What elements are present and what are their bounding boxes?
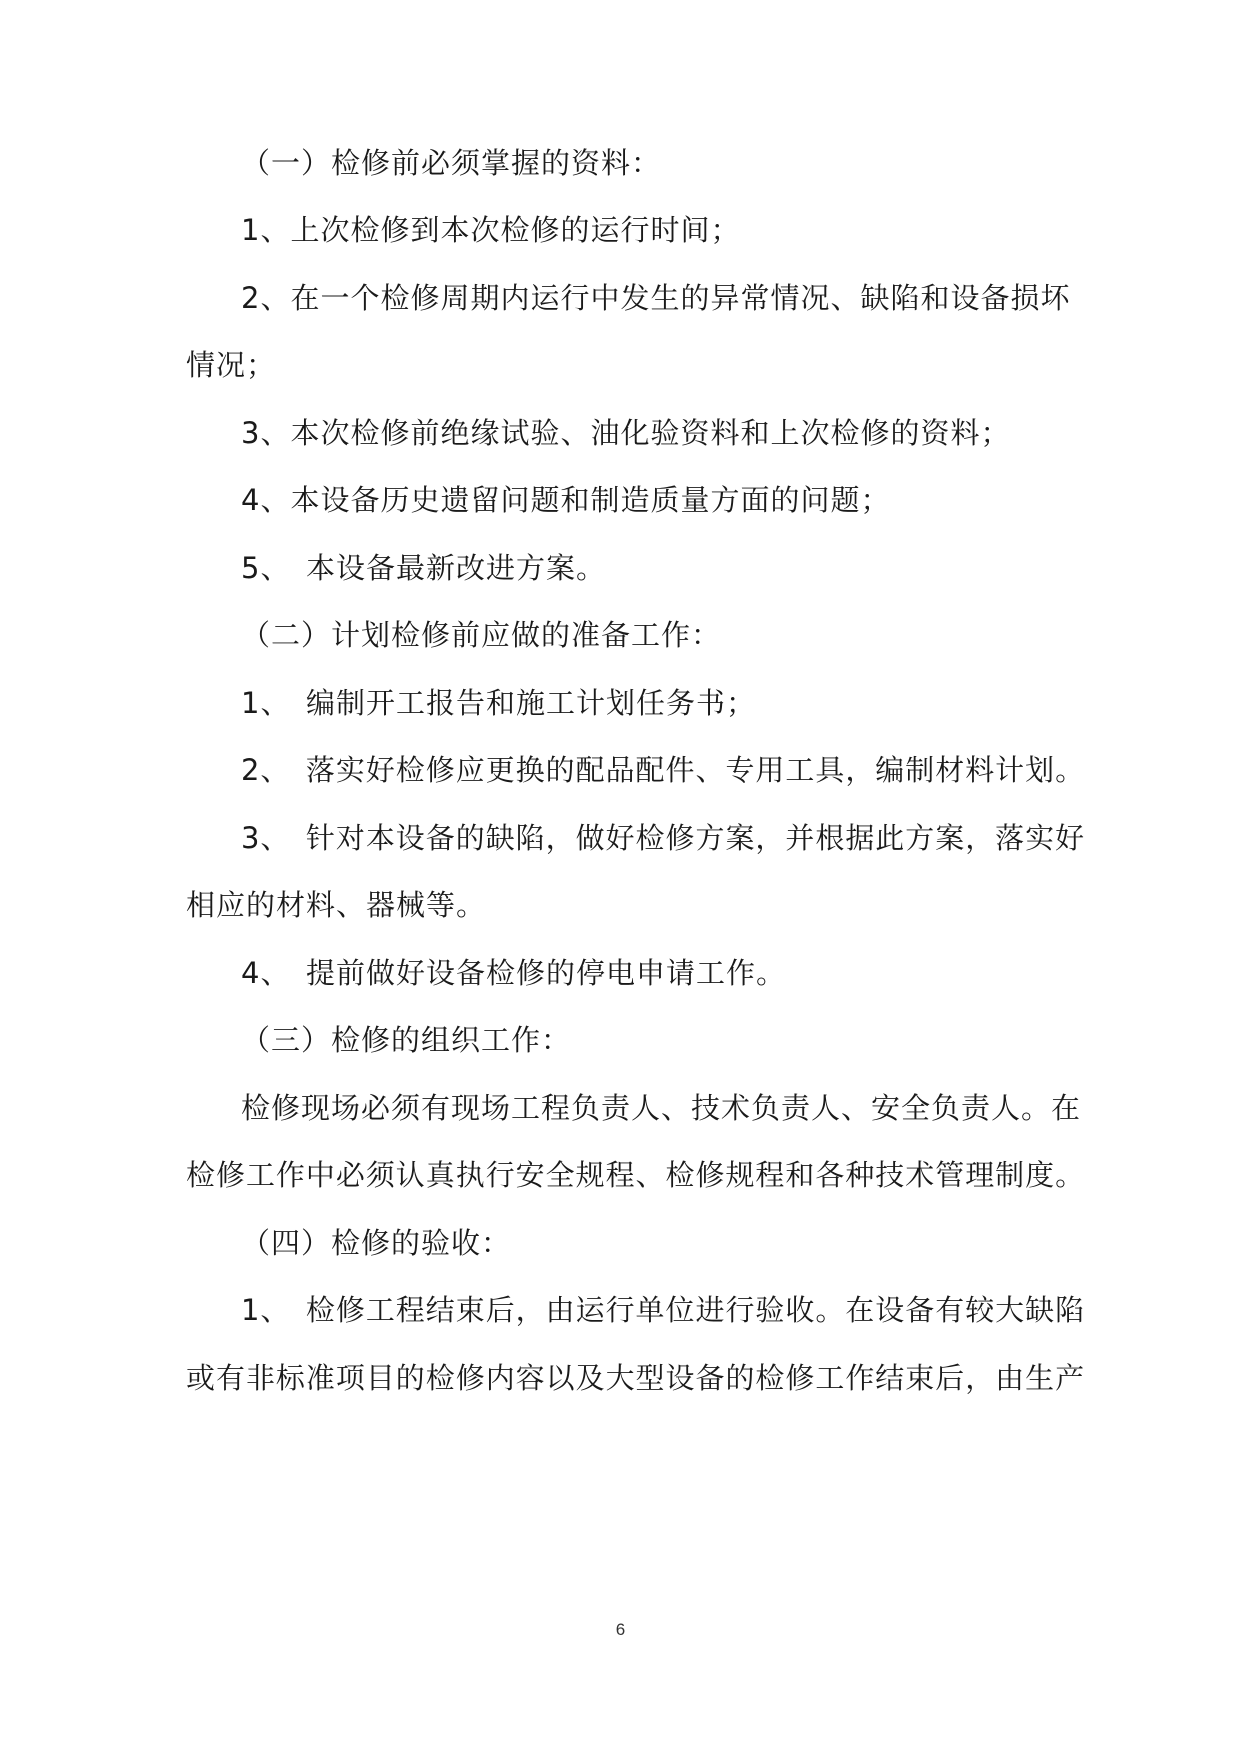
list-item: 2、 落实好检修应更换的配品配件、专用工具，编制材料计划。	[241, 753, 1086, 787]
list-item: 4、本设备历史遗留问题和制造质量方面的问题；	[241, 483, 891, 517]
list-item: 1、 编制开工报告和施工计划任务书；	[241, 686, 756, 720]
paragraph-continuation: 或有非标准项目的检修内容以及大型设备的检修工作结束后，由生产	[186, 1361, 1086, 1395]
paragraph-continuation: 相应的材料、器械等。	[186, 888, 487, 922]
page-number: 6	[615, 1620, 626, 1639]
section-heading-3: （三）检修的组织工作：	[241, 1023, 572, 1057]
list-item: 3、 针对本设备的缺陷，做好检修方案，并根据此方案，落实好	[241, 821, 1086, 855]
section-heading-1: （一）检修前必须掌握的资料：	[241, 146, 662, 180]
list-item: 1、 检修工程结束后，由运行单位进行验收。在设备有较大缺陷	[241, 1293, 1086, 1327]
paragraph-continuation: 情况；	[186, 348, 277, 382]
list-item: 3、本次检修前绝缘试验、油化验资料和上次检修的资料；	[241, 416, 1011, 450]
list-item: 1、上次检修到本次检修的运行时间；	[241, 213, 741, 247]
paragraph-continuation: 检修工作中必须认真执行安全规程、检修规程和各种技术管理制度。	[186, 1158, 1086, 1192]
list-item: 2、在一个检修周期内运行中发生的异常情况、缺陷和设备损坏	[241, 281, 1071, 315]
section-heading-2: （二）计划检修前应做的准备工作：	[241, 618, 722, 652]
list-item: 5、 本设备最新改进方案。	[241, 551, 606, 585]
list-item: 4、 提前做好设备检修的停电申请工作。	[241, 956, 786, 990]
section-heading-4: （四）检修的验收：	[241, 1226, 512, 1260]
paragraph: 检修现场必须有现场工程负责人、技术负责人、安全负责人。在	[241, 1091, 1082, 1125]
